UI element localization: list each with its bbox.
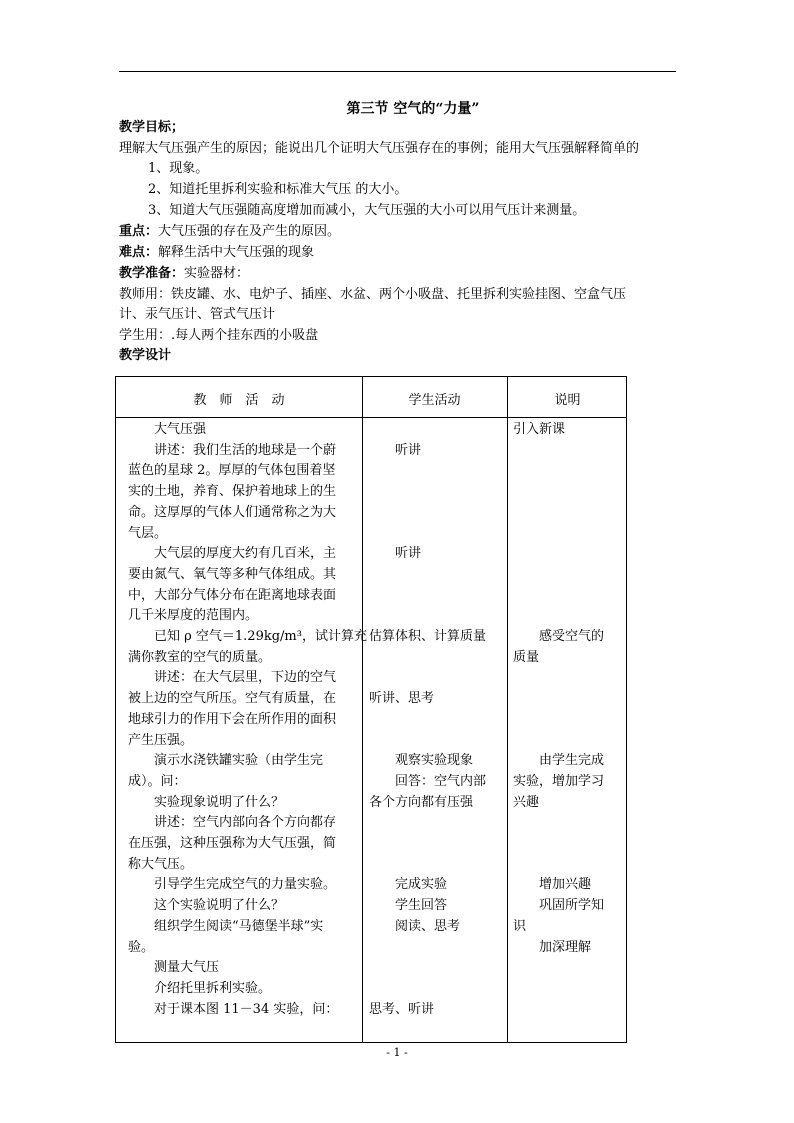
- teacher-activity-line: 大气压强: [128, 422, 207, 437]
- objective-line-4: 3、知道大气压强随高度增加而减小，大气压强的大小可以用气压计来测量。: [148, 203, 586, 218]
- student-activity-line: 思考、听讲: [369, 1001, 435, 1017]
- header-rule: [119, 71, 676, 72]
- teacher-activity-line: 对于课本图 11－34 实验，问：: [128, 1001, 339, 1017]
- note-line: [513, 565, 604, 586]
- student-activity-line: [369, 979, 486, 1000]
- note-line: [513, 606, 604, 627]
- teacher-activity-line: 组织学生阅读“马德堡半球”实: [128, 918, 324, 934]
- student-activity-line: 观察实验现象: [369, 753, 474, 769]
- teacher-activity-line: 介绍托里拆利实验。: [128, 980, 272, 996]
- student-activity-line: [369, 668, 486, 689]
- teacher-activity-line: 要由氮气、氧气等多种气体组成。其: [128, 566, 337, 582]
- notes-column: [513, 420, 604, 958]
- note-line: 感受空气的: [513, 629, 605, 645]
- note-line: 实验，增加学习: [513, 773, 605, 789]
- note-line: [513, 834, 604, 855]
- teacher-activity-line: 测量大气压: [128, 960, 220, 976]
- teacher-activity-line: 这个实验说明了什么？: [128, 898, 285, 914]
- note-line: 兴趣: [513, 794, 540, 810]
- teacher-activity-line: 在压强，这种压强称为大气压强，简: [128, 836, 337, 852]
- student-activity-line: 回答：空气内部: [369, 773, 487, 789]
- note-line: [513, 461, 604, 482]
- prep-text: 实验器材：: [184, 266, 250, 281]
- key-point: [119, 222, 340, 242]
- design-heading: 教学设计: [119, 348, 172, 363]
- student-activity-line: [369, 461, 486, 482]
- note-line: [513, 855, 604, 876]
- teacher-materials-line-2: 计、汞气压计、管式气压计: [119, 307, 276, 322]
- student-activity-line: [369, 503, 486, 524]
- student-materials: 学生用：.每人两个挂东西的小吸盘: [119, 328, 319, 343]
- student-activity-line: [369, 710, 486, 731]
- teacher-activity-line: 大气层的厚度大约有几百米，主: [128, 546, 337, 562]
- key-point-label: 重点：: [119, 224, 159, 239]
- page-number: - 1 -: [386, 1046, 408, 1059]
- objective-line-3: 2、知道托里拆利实验和标准大气压 的大小。: [148, 182, 408, 197]
- teacher-activity-line: 被上边的空气所压。空气有质量，在: [128, 691, 337, 707]
- student-activity-line: [369, 834, 486, 855]
- header-divider: [116, 417, 626, 418]
- student-activity-line: 完成实验: [369, 877, 448, 893]
- teaching-prep: [119, 264, 249, 284]
- student-activity-line: 学生回答: [369, 898, 448, 914]
- note-line: [513, 441, 604, 462]
- note-line: 质量: [513, 649, 540, 665]
- teacher-activity-line: 满你教室的空气的质量。: [128, 649, 272, 665]
- note-line: [513, 544, 604, 565]
- student-activity-line: [369, 958, 486, 979]
- teacher-activity-line: 实的土地，养育、保护着地球上的生: [128, 484, 337, 500]
- teacher-activity-line: 成）。问：: [128, 773, 187, 789]
- note-line: [513, 813, 604, 834]
- student-activity-column: [369, 420, 486, 1020]
- student-activity-line: [369, 648, 486, 669]
- objective-line-2: 1、现象。: [148, 161, 209, 176]
- student-activity-line: [369, 565, 486, 586]
- column-divider: [507, 377, 508, 1042]
- page-title: 第三节 空气的“力量”: [346, 101, 480, 117]
- student-activity-line: [369, 731, 486, 752]
- student-activity-line: [369, 813, 486, 834]
- note-line: [513, 586, 604, 607]
- teacher-activity-line: 气层。: [128, 525, 168, 541]
- note-line: [513, 503, 604, 524]
- note-line: [513, 482, 604, 503]
- teacher-activity-line: 中，大部分气体分布在距离地球表面: [128, 587, 337, 603]
- prep-label: 教学准备：: [119, 266, 185, 281]
- header-notes: 说明: [554, 393, 581, 408]
- teacher-activity-line: 引导学生完成空气的力量实验。: [128, 877, 337, 893]
- note-line: 由学生完成: [513, 753, 605, 769]
- teacher-activity-line: 讲述：空气内部向各个方向都存: [128, 815, 337, 831]
- teacher-activity-line: 产生压强。: [128, 732, 194, 748]
- note-line: [513, 731, 604, 752]
- lesson-table: [115, 376, 627, 1043]
- student-activity-line: 估算体积、计算质量: [369, 629, 487, 645]
- note-line: [513, 668, 604, 689]
- student-activity-line: 听讲: [369, 546, 422, 562]
- student-activity-line: [369, 855, 486, 876]
- note-line: 识: [513, 918, 527, 934]
- note-line: 加深理解: [513, 939, 592, 955]
- teacher-activity-line: 已知 ρ 空气＝1.29kg/m³，试计算充: [128, 629, 367, 645]
- student-activity-line: [369, 606, 486, 627]
- note-line: [513, 710, 604, 731]
- difficulty-text: 解释生活中大气压强的现象: [158, 245, 315, 260]
- note-line: 增加兴趣: [513, 877, 592, 893]
- teacher-activity-line: 命。这厚厚的气体人们通常称之为大: [128, 504, 337, 520]
- teacher-activity-line: 讲述：我们生活的地球是一个蔚: [128, 442, 337, 458]
- student-activity-line: 各个方向都有压强: [369, 794, 474, 810]
- note-line: 引入新课: [513, 422, 566, 437]
- difficulty-label: 难点：: [119, 245, 159, 260]
- student-activity-line: 听讲、思考: [369, 691, 435, 707]
- teacher-activity-line: 几千米厚度的范围内。: [128, 608, 259, 624]
- difficulty: [119, 243, 314, 263]
- teacher-activity-line: 地球引力的作用下会在所作用的面积: [128, 711, 337, 727]
- teacher-activity-line: 验。: [128, 939, 155, 955]
- teacher-materials-line-1: 教师用：铁皮罐、水、电炉子、插座、水盆、两个小吸盘、托里拆利实验挂图、空盒气压: [119, 287, 627, 302]
- student-activity-line: [369, 420, 486, 441]
- header-teacher-activity: 教 师 活 动: [193, 393, 285, 408]
- teacher-activity-column: [128, 420, 367, 1020]
- teacher-activity-line: 蓝色的星球 2。厚厚的气体包围着坚: [128, 463, 336, 479]
- note-line: 巩固所学知: [513, 898, 605, 914]
- note-line: [513, 524, 604, 545]
- note-line: [513, 689, 604, 710]
- key-point-text: 大气压强的存在及产生的原因。: [158, 224, 341, 239]
- student-activity-line: [369, 524, 486, 545]
- student-activity-line: [369, 938, 486, 959]
- objective-line-1: 理解大气压强产生的原因；能说出几个证明大气压强存在的事例；能用大气压强解释简单的: [119, 141, 640, 156]
- teacher-activity-line: 讲述：在大气层里，下边的空气: [128, 670, 337, 686]
- teacher-activity-line: 称大气压。: [128, 856, 194, 872]
- teacher-activity-line: 演示水浇铁罐实验（由学生完: [128, 753, 324, 769]
- student-activity-line: 阅读、思考: [369, 918, 461, 934]
- student-activity-line: [369, 586, 486, 607]
- teacher-activity-line: 实验现象说明了什么？: [128, 794, 285, 810]
- student-activity-line: [369, 482, 486, 503]
- student-activity-line: 听讲: [369, 442, 422, 458]
- header-student-activity: 学生活动: [408, 393, 461, 408]
- objectives-heading: 教学目标；: [119, 120, 185, 135]
